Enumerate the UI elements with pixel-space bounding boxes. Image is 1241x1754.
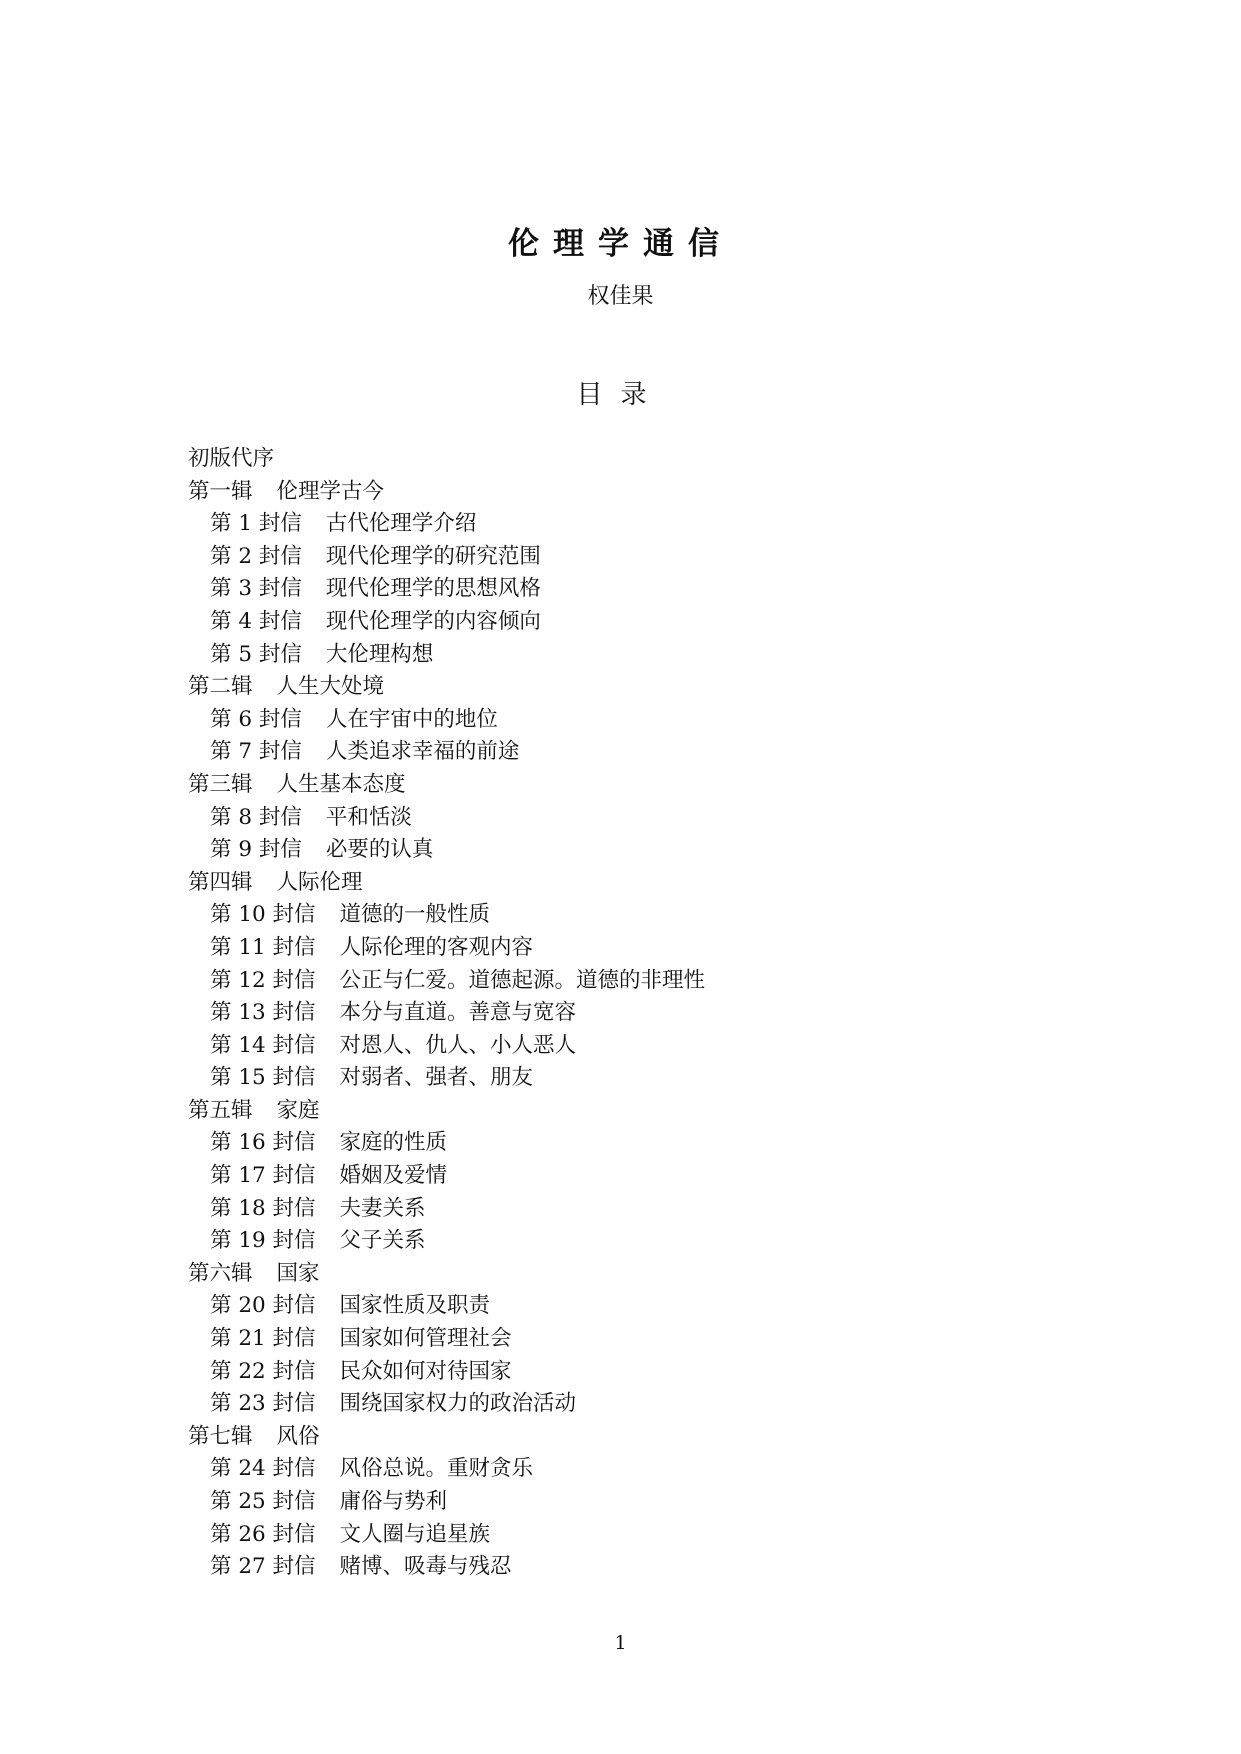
toc-letter-number: 第 15 封信 <box>210 1065 316 1091</box>
toc-letter-title: 人际伦理的客观内容 <box>339 934 534 960</box>
toc-section-title: 人生基本态度 <box>276 771 406 797</box>
toc-letter-title: 对弱者、强者、朋友 <box>339 1065 534 1091</box>
toc-section-item <box>188 1258 1108 1291</box>
toc-letter-number: 第 11 封信 <box>210 934 316 960</box>
toc-letter-number: 第 14 封信 <box>210 1032 316 1058</box>
toc-section-title: 伦理学古今 <box>276 478 385 504</box>
author-name: 权佳果 <box>587 284 654 309</box>
toc-letter-title: 国家性质及职责 <box>339 1293 491 1319</box>
toc-letter-title: 婚姻及爱情 <box>339 1163 448 1189</box>
toc-section-item <box>188 671 1108 704</box>
toc-letter-title: 围绕国家权力的政治活动 <box>339 1391 577 1417</box>
toc-letter-number: 第 21 封信 <box>210 1326 316 1352</box>
toc-letter-number: 第 10 封信 <box>210 902 316 928</box>
toc-letter-number: 第 5 封信 <box>210 641 302 667</box>
toc-letter-title: 庸俗与势利 <box>339 1489 448 1514</box>
toc-section-number: 初版代序 <box>188 446 275 471</box>
toc-letter-item <box>188 899 1108 932</box>
toc-section-number: 第六辑 <box>188 1260 253 1286</box>
toc-letter-item <box>188 1062 1108 1095</box>
toc-letter-item <box>188 997 1108 1030</box>
table-of-contents <box>188 443 1108 1584</box>
toc-section-item <box>188 867 1108 900</box>
toc-letter-title: 必要的认真 <box>325 837 434 863</box>
toc-letter-item <box>188 1356 1108 1389</box>
toc-letter-number: 第 27 封信 <box>210 1554 316 1580</box>
document-title: 伦理学通信 <box>508 226 733 262</box>
toc-letter-item <box>188 1193 1108 1226</box>
toc-section-title: 家庭 <box>276 1097 320 1123</box>
toc-section-title: 人生大处境 <box>276 674 385 700</box>
toc-letter-number: 第 7 封信 <box>210 739 302 765</box>
toc-section-number: 第五辑 <box>188 1097 253 1123</box>
toc-letter-item <box>188 541 1108 574</box>
toc-letter-item <box>188 508 1108 541</box>
toc-letter-title: 国家如何管理社会 <box>339 1326 512 1352</box>
toc-section-number: 第四辑 <box>188 869 253 895</box>
toc-letter-number: 第 2 封信 <box>210 543 302 569</box>
toc-letter-item <box>188 965 1108 998</box>
toc-letter-item <box>188 639 1108 672</box>
toc-letter-item <box>188 802 1108 835</box>
toc-letter-number: 第 16 封信 <box>210 1130 316 1156</box>
toc-letter-number: 第 1 封信 <box>210 511 302 537</box>
toc-letter-title: 平和恬淡 <box>325 804 412 830</box>
toc-letter-title: 大伦理构想 <box>325 641 434 667</box>
toc-letter-item <box>188 1323 1108 1356</box>
toc-letter-title: 现代伦理学的研究范围 <box>325 543 541 569</box>
toc-letter-title: 夫妻关系 <box>339 1195 426 1221</box>
toc-letter-title: 本分与直道。善意与宽容 <box>339 1000 577 1026</box>
toc-letter-number: 第 23 封信 <box>210 1391 316 1417</box>
toc-section-item <box>188 1421 1108 1454</box>
toc-letter-item <box>188 1453 1108 1486</box>
toc-letter-title: 古代伦理学介绍 <box>325 511 477 537</box>
toc-letter-item <box>188 1225 1108 1258</box>
toc-section-number: 第一辑 <box>188 478 253 504</box>
toc-section-title: 风俗 <box>276 1423 320 1449</box>
toc-letter-number: 第 18 封信 <box>210 1195 316 1221</box>
page-number: 1 <box>614 1632 627 1654</box>
toc-letter-item <box>188 704 1108 737</box>
toc-letter-item <box>188 834 1108 867</box>
toc-letter-item <box>188 1551 1108 1584</box>
toc-section-title: 国家 <box>276 1260 320 1286</box>
toc-letter-item <box>188 932 1108 965</box>
toc-letter-number: 第 26 封信 <box>210 1521 316 1547</box>
toc-section-item <box>188 1095 1108 1128</box>
toc-letter-title: 公正与仁爱。道德起源。道德的非理性 <box>339 967 706 993</box>
toc-section-number: 第七辑 <box>188 1423 253 1449</box>
toc-section-number: 第二辑 <box>188 674 253 700</box>
toc-section-number: 第三辑 <box>188 771 253 797</box>
toc-letter-number: 第 25 封信 <box>210 1489 316 1514</box>
toc-letter-title: 文人圈与追星族 <box>339 1521 491 1547</box>
toc-letter-number: 第 8 封信 <box>210 804 302 830</box>
toc-letter-number: 第 20 封信 <box>210 1293 316 1319</box>
toc-letter-number: 第 19 封信 <box>210 1228 316 1254</box>
toc-letter-item <box>188 1519 1108 1552</box>
toc-letter-number: 第 3 封信 <box>210 576 302 602</box>
toc-section-item <box>188 769 1108 802</box>
toc-letter-title: 对恩人、仇人、小人恶人 <box>339 1032 577 1058</box>
toc-letter-item <box>188 736 1108 769</box>
toc-letter-item <box>188 1030 1108 1063</box>
toc-letter-item <box>188 1486 1108 1519</box>
toc-letter-number: 第 6 封信 <box>210 706 302 732</box>
toc-letter-title: 民众如何对待国家 <box>339 1358 512 1384</box>
toc-section-item <box>188 443 1108 476</box>
toc-letter-title: 现代伦理学的思想风格 <box>325 576 541 602</box>
toc-letter-title: 道德的一般性质 <box>339 902 491 928</box>
toc-letter-item <box>188 1290 1108 1323</box>
toc-heading: 目录 <box>576 380 665 410</box>
toc-letter-number: 第 24 封信 <box>210 1456 316 1482</box>
toc-letter-number: 第 13 封信 <box>210 1000 316 1026</box>
toc-letter-title: 赌博、吸毒与残忍 <box>339 1554 512 1580</box>
toc-letter-title: 家庭的性质 <box>339 1130 448 1156</box>
toc-letter-item <box>188 1160 1108 1193</box>
toc-letter-number: 第 22 封信 <box>210 1358 316 1384</box>
toc-letter-title: 人在宇宙中的地位 <box>325 706 498 732</box>
toc-letter-item <box>188 573 1108 606</box>
toc-letter-title: 风俗总说。重财贪乐 <box>339 1456 534 1482</box>
toc-section-title: 人际伦理 <box>276 869 363 895</box>
toc-letter-number: 第 4 封信 <box>210 608 302 634</box>
toc-letter-item <box>188 1388 1108 1421</box>
toc-letter-item <box>188 1127 1108 1160</box>
toc-letter-title: 人类追求幸福的前途 <box>325 739 520 765</box>
toc-letter-title: 父子关系 <box>339 1228 426 1254</box>
toc-letter-title: 现代伦理学的内容倾向 <box>325 608 541 634</box>
toc-letter-number: 第 17 封信 <box>210 1163 316 1189</box>
toc-letter-item <box>188 606 1108 639</box>
toc-letter-number: 第 9 封信 <box>210 837 302 863</box>
toc-letter-number: 第 12 封信 <box>210 967 316 993</box>
toc-section-item <box>188 476 1108 509</box>
